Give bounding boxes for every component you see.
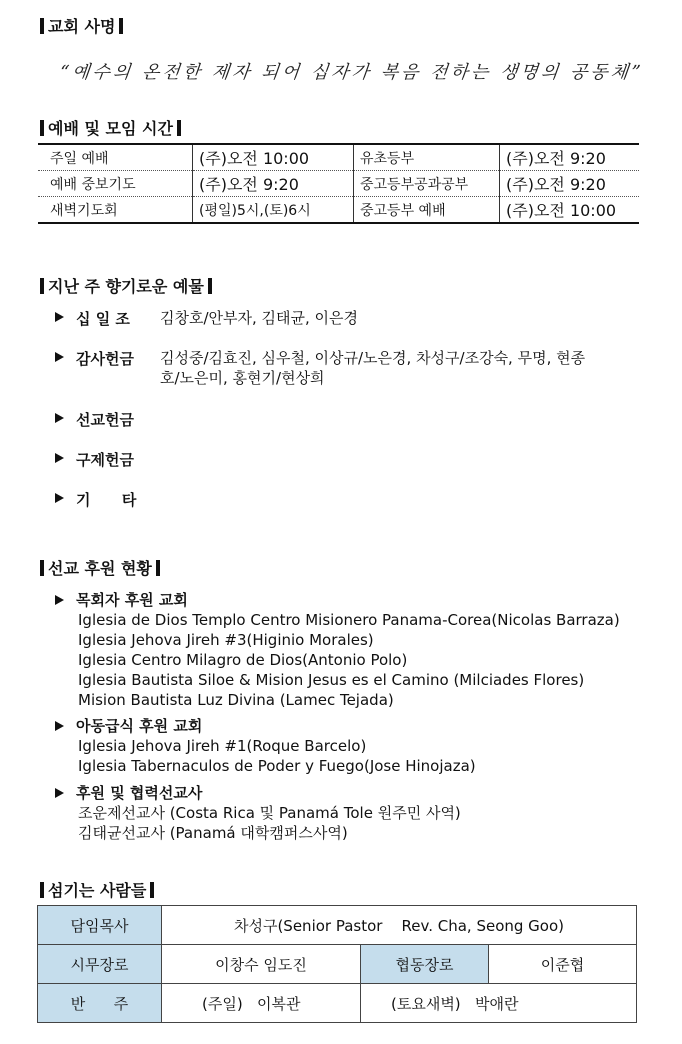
offerings-heading [40,274,212,297]
mission-statement: “예수의 온전한 제자 되어 십자가 복음 전하는 생명의 공동체” [58,62,645,83]
schedule-cell: (주)오전 9:20 [193,171,354,197]
mission-group-title [55,716,476,736]
accompanist-label: 반 주 [38,984,162,1023]
table-row [38,984,637,1023]
heading-bar-icon [40,120,44,136]
offering-label: 기 타 [76,491,137,509]
schedule-cell: 예배 중보기도 [38,171,193,197]
triangle-bullet-icon [55,413,64,423]
heading-bar-icon [156,560,160,576]
coop-elder-label: 협동장로 [361,945,489,984]
triangle-bullet-icon [55,493,64,503]
table-row [38,171,639,197]
missions-heading [40,556,160,579]
heading-bar-icon [40,560,44,576]
offerings-heading-text: 지난 주 향기로운 예물 [48,277,204,296]
schedule-heading-text: 예배 및 모임 시간 [48,119,173,138]
mission-group [55,590,620,710]
mission-group-title-text: 아동급식 후원 교회 [76,717,203,735]
table-row [38,906,637,945]
triangle-bullet-icon [55,788,64,798]
offering-names [160,489,600,510]
mission-group-title-text: 목회자 후원 교회 [76,591,188,609]
coop-elder-value: 이준협 [489,945,637,984]
heading-bar-icon [40,18,44,34]
heading-bar-icon [177,120,181,136]
offering-item [55,489,600,510]
heading-bar-icon [208,278,212,294]
missions-heading-text: 선교 후원 현황 [48,559,152,578]
list-item: Iglesia de Dios Templo Centro Misionero Panama-Corea(Nicolas Barraza) [78,611,620,629]
table-row [38,144,639,171]
accompanist-saturday: (토요새벽) 박애란 [361,984,637,1023]
schedule-cell: (주)오전 10:00 [193,144,354,171]
mission-heading [40,14,123,37]
offering-label: 선교헌금 [76,411,134,429]
elders-label: 시무장로 [38,945,162,984]
schedule-cell: 새벽기도회 [38,197,193,224]
list-item: Iglesia Jehova Jireh #3(Higinio Morales) [78,631,374,649]
schedule-cell: 주일 예배 [38,144,193,171]
triangle-bullet-icon [55,721,64,731]
offering-item [55,449,600,470]
offering-label: 십 일 조 [76,310,130,328]
triangle-bullet-icon [55,312,64,322]
mission-heading-text: 교회 사명 [48,17,116,36]
list-item: Mision Bautista Luz Divina (Lamec Tejada) [78,691,394,709]
list-item: Iglesia Jehova Jireh #1(Roque Barcelo) [78,737,367,755]
schedule-cell: 중고등부 예배 [354,197,500,224]
mission-group-title-text: 후원 및 협력선교사 [76,784,203,802]
table-row [38,197,639,224]
schedule-cell: (주)오전 10:00 [500,197,640,224]
schedule-cell: 중고등부공과공부 [354,171,500,197]
senior-pastor-value: 차성구(Senior Pastor Rev. Cha, Seong Goo) [162,906,637,945]
triangle-bullet-icon [55,595,64,605]
offering-names: 김창호/안부자, 김태균, 이은경 [160,309,359,327]
elders-value: 이창수 임도진 [162,945,361,984]
heading-bar-icon [119,18,123,34]
list-item: Iglesia Bautista Siloe & Mision Jesus es el Camino (Milciades Flores) [78,671,585,689]
offering-names [160,409,600,430]
offering-names [160,449,600,470]
staff-heading-text: 섬기는 사람들 [48,881,147,900]
mission-group [55,783,461,843]
schedule-cell: (주)오전 9:20 [500,171,640,197]
offering-label: 구제헌금 [76,451,134,469]
list-item: 김태균선교사 (Panamá 대학캠퍼스사역) [78,824,348,842]
schedule-cell: (평일)5시,(토)6시 [193,197,354,224]
schedule-table [38,143,639,224]
triangle-bullet-icon [55,453,64,463]
staff-table [37,905,637,1023]
offering-item [55,348,600,388]
schedule-cell: 유초등부 [354,144,500,171]
heading-bar-icon [150,882,154,898]
schedule-cell: (주)오전 9:20 [500,144,640,171]
offering-names: 김성중/김효진, 심우철, 이상규/노은경, 차성구/조강숙, 무명, 현종호/노은미, 홍현기/현상희 [160,349,586,387]
table-row [38,945,637,984]
offering-item [55,409,600,430]
mission-group-title [55,783,461,803]
heading-bar-icon [40,882,44,898]
offering-item [55,308,600,329]
list-item: Iglesia Tabernaculos de Poder y Fuego(Jose Hinojaza) [78,757,476,775]
accompanist-sunday: (주일) 이복관 [162,984,361,1023]
schedule-heading [40,116,181,139]
list-item: Iglesia Centro Milagro de Dios(Antonio Polo) [78,651,408,669]
mission-group [55,716,476,776]
staff-heading [40,878,154,901]
triangle-bullet-icon [55,352,64,362]
senior-pastor-label: 담임목사 [38,906,162,945]
offering-label: 감사헌금 [76,350,134,368]
heading-bar-icon [40,278,44,294]
mission-group-title [55,590,620,610]
list-item: 조운제선교사 (Costa Rica 및 Panamá Tole 원주민 사역) [78,804,461,822]
